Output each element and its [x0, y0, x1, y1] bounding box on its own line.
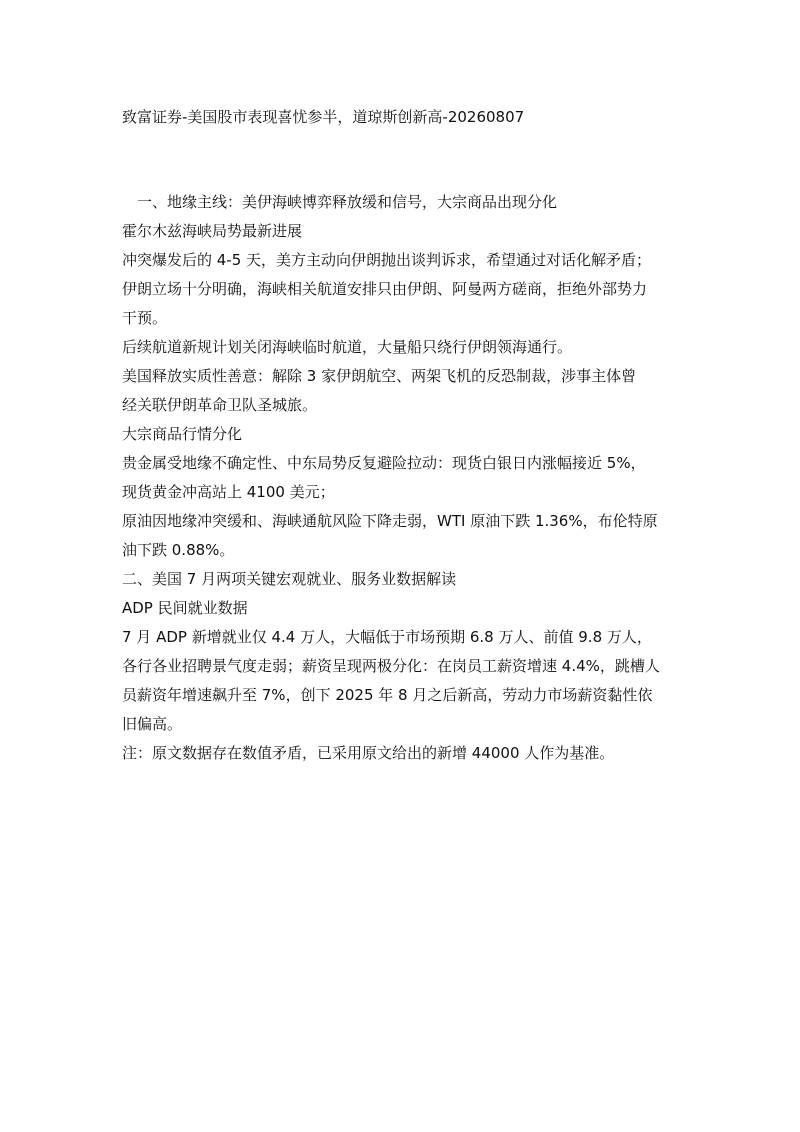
paragraph-line: 油下跌 0.88%。 [122, 541, 235, 559]
paragraph-line: 伊朗立场十分明确，海峡相关航道安排只由伊朗、阿曼两方磋商，拒绝外部势力 [122, 280, 648, 298]
paragraph-line: 冲突爆发后的 4-5 天，美方主动向伊朗抛出谈判诉求，希望通过对话化解矛盾； [122, 251, 652, 269]
paragraph-line: 后续航道新规计划关闭海峡临时航道，大量船只绕行伊朗领海通行。 [122, 338, 573, 356]
paragraph-line: 干预。 [122, 309, 168, 327]
subheading-hormuz: 霍尔木兹海峡局势最新进展 [122, 222, 303, 240]
paragraph-line: 旧偏高。 [122, 715, 183, 733]
document-body [122, 188, 690, 768]
paragraph-line: 各行各业招聘景气度走弱；薪资呈现两极分化：在岗员工薪资增速 4.4%，跳槽人 [122, 657, 660, 675]
note-line: 注：原文数据存在数值矛盾，已采用原文给出的新增 44000 人作为基准。 [122, 744, 615, 762]
document-title: 致富证券-美国股市表现喜忧参半，道琼斯创新高-20260807 [122, 108, 525, 126]
paragraph-line: 7 月 ADP 新增就业仅 4.4 万人，大幅低于市场预期 6.8 万人、前值 9.8 万人， [122, 628, 652, 646]
section-heading-us-data: 二、美国 7 月两项关键宏观就业、服务业数据解读 [122, 570, 457, 588]
subheading-commodities: 大宗商品行情分化 [122, 425, 243, 443]
subheading-adp: ADP 民间就业数据 [122, 599, 248, 617]
paragraph-line: 美国释放实质性善意：解除 3 家伊朗航空、两架飞机的反恐制裁，涉事主体曾 [122, 367, 637, 385]
paragraph-line: 经关联伊朗革命卫队圣城旅。 [122, 396, 318, 414]
section-heading-geopolitics: 一、地缘主线：美伊海峡博弈释放缓和信号，大宗商品出现分化 [137, 193, 558, 211]
paragraph-line: 贵金属受地缘不确定性、中东局势反复避险拉动：现货白银日内涨幅接近 5%， [122, 454, 646, 472]
paragraph-line: 员薪资年增速飙升至 7%，创下 2025 年 8 月之后新高，劳动力市场薪资黏性依 [122, 686, 653, 704]
paragraph-line: 现货黄金冲高站上 4100 美元； [122, 483, 335, 501]
paragraph-line: 原油因地缘冲突缓和、海峡通航风险下降走弱，WTI 原油下跌 1.36%，布伦特原 [122, 512, 658, 530]
